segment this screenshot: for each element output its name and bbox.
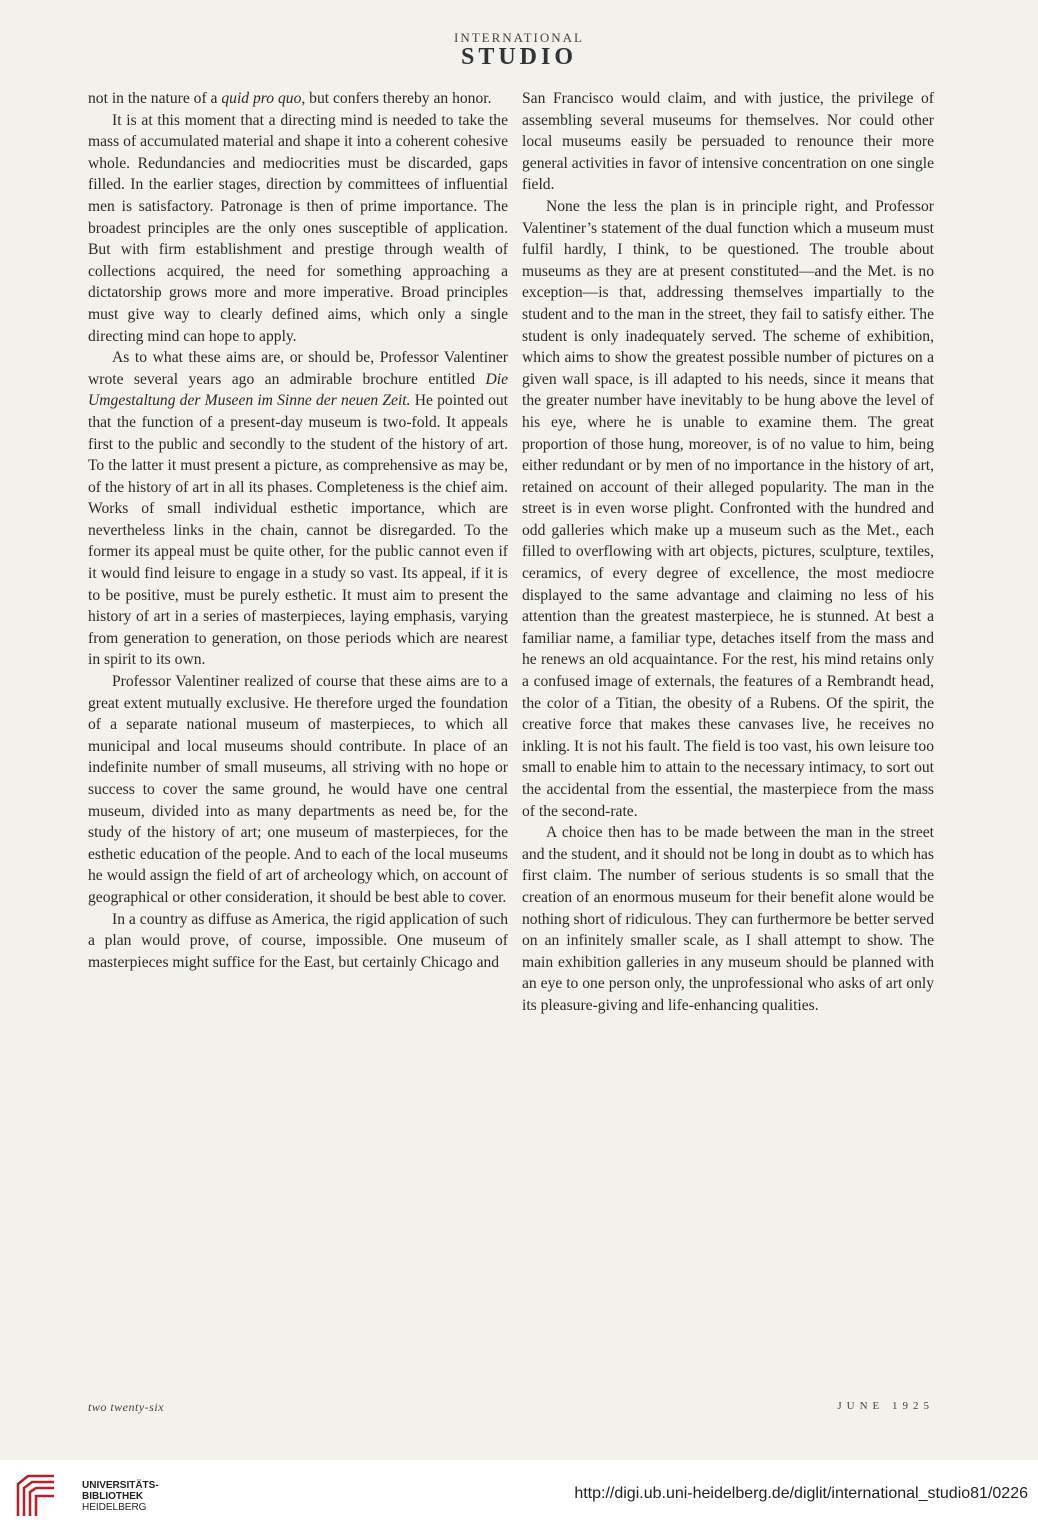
paragraph: Professor Valentiner realized of course that these aims are to a great extent mutually exclusive. He therefore urged the foundation of a separate national museum of masterpieces, to which all municipal and local museums should contribute. In place of an indefinite number of small museums, all striving with no hope or success to cover the same ground, he would have one central museum, divided into as many departments as need be, for the study of the history of art; one museum of masterpieces, for the esthetic education of the people. And to each of the local museums he would assign the field of art of archeology which, on account of geographical or other consideration, it should be best able to cover.	[88, 673, 508, 906]
library-logo-icon	[14, 1474, 58, 1518]
text-run: He pointed out that the function of a present-day museum is two-fold. It appeals first to the public and secondly to the student of the history of art. To the latter it must present a picture, as comprehensive as may be, of the history of art in all its phases. Completeness is the chief aim. Works of small individual esthetic importance, which are nevertheless links in the chain, cannot be disregarded. To the former its appeal must be quite other, for the public cannot even if it would find leisure to engage in a study so vast. Its appeal, if it is to be positive, must be purely esthetic. It must aim to present the history of art in a series of masterpieces, laying emphasis, varying from generation to generation, on those periods which are nearest in spirit to its own.	[88, 392, 509, 669]
library-name-line: BIBLIOTHEK	[82, 1491, 144, 1502]
page-number: two twenty-six	[88, 1400, 164, 1414]
paragraph: It is at this moment that a directing mind is needed to take the mass of accumulated material and shape it into a coherent cohesive whole. Redundancies and mediocrities must be discarded, gaps filled. In the earlier stages, direction by committees of influential men is satisfactory. Patronage is then of prime importance. The broadest principles are the only ones susceptible of application. But with firm establishment and prestige through wealth of collections acquired, the need for something approaching a dictatorship grows more and more imperative. Broad principles must give way to clearly defined aims, which only a single directing mind can hope to apply.	[88, 111, 508, 345]
paragraph: San Francisco would claim, and with justice, the privilege of assembling several museums for themselves. Nor could other local museums easily be persuaded to renounce their more general activities in favor of intensive concentration on one single field.	[522, 90, 934, 194]
italic-title: Die Umgestaltung der Museen im Sinne der neuen Zeit.	[88, 370, 508, 410]
masthead-title: STUDIO	[460, 44, 578, 70]
masthead-subtitle: INTERNATIONAL	[454, 30, 584, 45]
library-footer	[0, 1460, 1038, 1538]
paragraph: A choice then has to be made between the man in the street and the student, and it should not be long in doubt as to which has first claim. The number of serious students is so small that the creation of an enormous museum for their benefit alone would be nothing short of ridiculous. They can furthermore be better served on an infinitely smaller scale, as I shall attempt to show. The main exhibition galleries in any museum should be planned with an eye to one person only, the unprofessional who asks of art only its pleasure-giving and life-enhancing qualities.	[522, 824, 934, 1014]
paragraph	[88, 347, 508, 671]
issue-date: JUNE 1925	[837, 1400, 934, 1412]
source-link[interactable]: http://digi.ub.uni-heidelberg.de/diglit/international_studio81/0226	[574, 1485, 1028, 1502]
library-name-line: UNIVERSITÄTS-	[82, 1480, 159, 1491]
left-column	[88, 88, 508, 973]
right-column	[522, 88, 934, 1017]
paragraph: In a country as diffuse as America, the rigid application of such a plan would prove, of course, impossible. One museum of masterpieces might suffice for the East, but certainly Chicago and	[88, 910, 508, 971]
text-run: As to what these aims are, or should be, Professor Valentiner wrote several years ago an admirable brochure entitled	[88, 349, 508, 388]
paragraph: None the less the plan is in principle right, and Professor Valentiner’s statement of the dual function which a museum must fulfil hardly, I think, to be questioned. The trouble about museums as they are at present constituted—and the Met. is no exception—is that, addressing themselves impartially to the student and to the man in the street, they fail to satisfy either. The student is only inadequately served. The scheme of exhibition, which aims to show the greatest possible number of pictures on a given wall space, is ill adapted to his needs, since it means that the greater number have inevitably to be hung above the level of his eye, where he is unable to examine them. The great proportion of those hung, moreover, is of no value to him, being either redundant or by men of no importance in the history of art, retained on account of their alleged popularity. The man in the street is in even worse plight. Confronted with the hundred and odd galleries which make up a museum such as the Met., each filled to overflowing with art objects, pictures, sculpture, textiles, ceramics, of every degree of excellence, the most mediocre displayed to the same advantage and claiming no less of his attention than the greatest masterpiece, he is stunned. At best a familiar name, a familiar type, detaches itself from the mass and he renews an old acquaintance. For the rest, his mind retains only a confused image of externals, the features of a Rembrandt head, the color of a Titian, the obesity of a Rubens. Of the spirit, the creative force that makes these canvases live, he receives no inkling. It is not his fault. The field is too vast, his own leisure too small to enable him to attain to the necessary intimacy, to sort out the accidental from the essential, the masterpiece from the mass of the second-rate.	[522, 197, 934, 820]
library-name	[82, 1480, 159, 1513]
text-run: not in the nature of a	[88, 90, 222, 107]
library-name-line: HEIDELBERG	[82, 1502, 147, 1513]
text-run: but confers thereby an honor.	[305, 90, 492, 107]
paragraph	[88, 88, 508, 110]
italic-phrase: quid pro quo,	[221, 90, 306, 107]
